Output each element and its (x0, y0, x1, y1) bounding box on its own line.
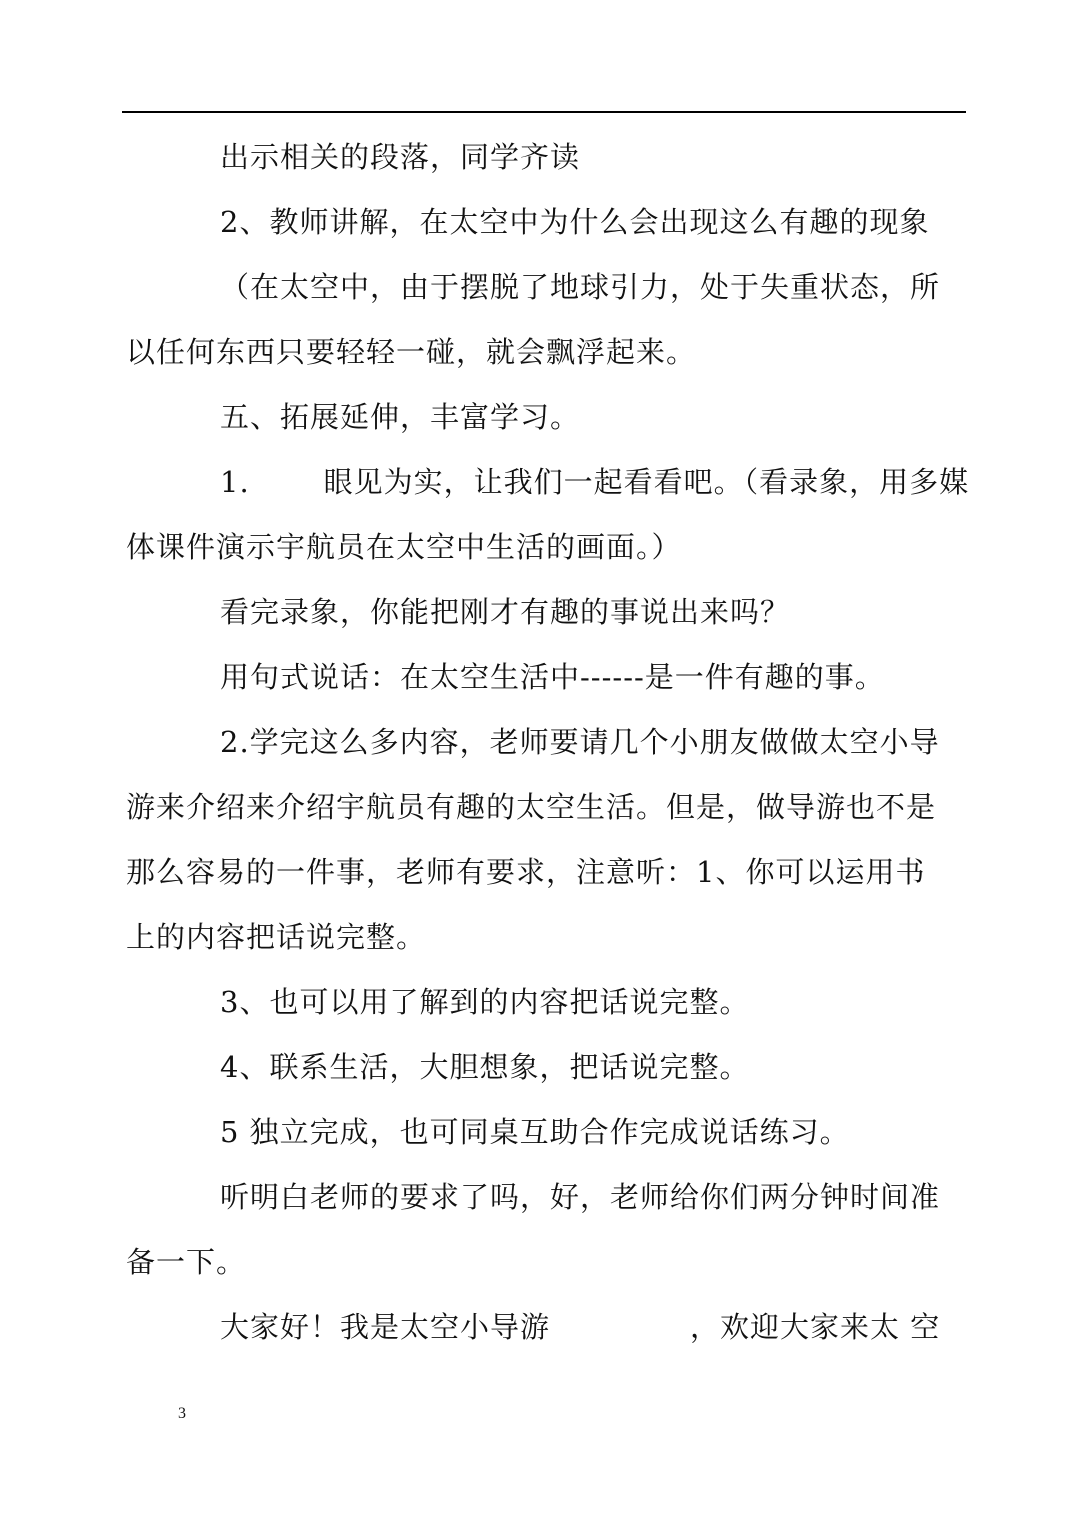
header-rule (122, 111, 966, 113)
paragraph-line: 出示相关的段落，同学齐读 (220, 140, 581, 174)
greeting-line (220, 1307, 940, 1347)
section-heading: 五、拓展延伸，丰富学习。 (220, 400, 581, 434)
numbered-item-line (220, 462, 969, 502)
paragraph-line: 2.学完这么多内容，老师要请几个小朋友做做太空小导 (220, 725, 940, 759)
paragraph-line: 上的内容把话说完整。 (126, 920, 427, 954)
paragraph-line: 游来介绍来介绍宇航员有趣的太空生活。但是，做导游也不是 (126, 790, 937, 824)
paragraph-line: 那么容易的一件事，老师有要求，注意听：1、你可以运用书 (126, 855, 926, 889)
paragraph-line: 听明白老师的要求了吗，好，老师给你们两分钟时间准 (220, 1180, 941, 1214)
greeting-after: ，欢迎大家来太 空 (690, 1310, 941, 1344)
paragraph-line: （在太空中，由于摆脱了地球引力，处于失重状态，所 (220, 270, 941, 304)
paragraph-line: 体课件演示宇航员在太空中生活的画面。） (126, 530, 682, 564)
paragraph-line: 用句式说话：在太空生活中------是一件有趣的事。 (220, 660, 885, 694)
page-number: 3 (178, 1405, 186, 1422)
paragraph-line: 备一下。 (126, 1245, 247, 1279)
paragraph-line: 5 独立完成，也可同桌互助合作完成说话练习。 (220, 1115, 850, 1149)
paragraph-line: 3、也可以用了解到的内容把话说完整。 (220, 985, 750, 1019)
paragraph-line: 2、教师讲解，在太空中为什么会出现这么有趣的现象 (220, 205, 930, 239)
paragraph-line: 以任何东西只要轻轻一碰，就会飘浮起来。 (126, 335, 697, 369)
greeting-before: 大家好！我是太空小导游 (220, 1310, 551, 1344)
item-number: 1. (220, 465, 250, 499)
paragraph-line: 看完录象，你能把刚才有趣的事说出来吗？ (220, 595, 791, 629)
paragraph-line: 4、联系生活，大胆想象，把话说完整。 (220, 1050, 750, 1084)
item-text: 眼见为实，让我们一起看看吧。（看录象，用多媒 (323, 465, 970, 499)
